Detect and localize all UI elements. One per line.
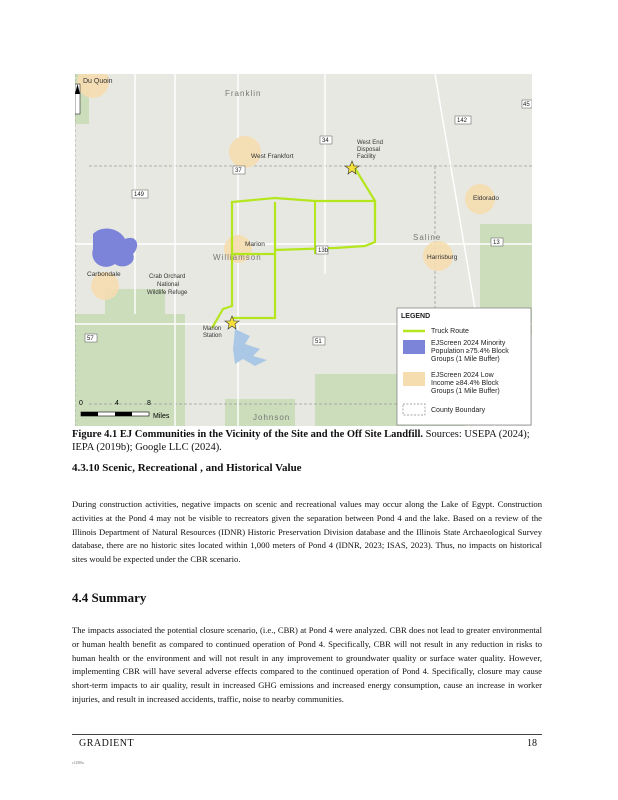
footer-divider xyxy=(72,734,542,735)
section-4-3-10-heading: 4.3.10 Scenic, Recreational , and Historical Value xyxy=(72,462,302,474)
place-harrisburg: Harrisburg xyxy=(427,254,458,261)
ej-communities-map xyxy=(75,74,532,426)
legend-county-swatch xyxy=(403,404,425,415)
page-number: 18 xyxy=(527,738,537,749)
map-legend xyxy=(397,308,531,425)
place-west-end-2: Disposal xyxy=(357,147,381,153)
place-franklin: Franklin xyxy=(225,89,262,98)
route-34: 34 xyxy=(322,138,329,144)
legend-low-income-1: EJScreen 2024 Low xyxy=(431,372,494,379)
legend-low-income-2: Income ≥84.4% Block xyxy=(431,380,499,387)
place-marion-station-2: Station xyxy=(203,333,222,339)
legend-title: LEGEND xyxy=(401,313,431,320)
place-marion-station-1: Marion xyxy=(203,326,222,332)
place-du-quoin: Du Quoin xyxy=(83,78,113,85)
legend-low-income-swatch xyxy=(403,372,425,386)
caption-sources: Sources: USEPA (2024); IEPA (2019b); Google LLC (2024). xyxy=(72,429,530,453)
legend-low-income-3: Groups (1 Mile Buffer) xyxy=(431,388,500,395)
legend-minority-2: Population ≥75.4% Block xyxy=(431,348,509,355)
route-45: 45 xyxy=(523,102,530,108)
figure-caption xyxy=(72,428,542,454)
legend-minority-1: EJScreen 2024 Minority xyxy=(431,340,506,347)
place-west-frankfort: West Frankfort xyxy=(251,153,294,160)
route-57: 57 xyxy=(87,336,94,342)
route-13: 13 xyxy=(493,240,500,246)
place-west-end-1: West End xyxy=(357,140,383,146)
scale-tick-0: 0 xyxy=(79,400,83,407)
caption-label: Figure 4.1 EJ Communities in the Vicinity of the Site and the Off Site Landfill. xyxy=(72,429,423,440)
document-code: r12B0a xyxy=(72,760,84,765)
place-west-end-3: Facility xyxy=(357,154,376,160)
place-saline: Saline xyxy=(413,233,442,242)
route-13b: 13b xyxy=(318,248,329,254)
place-crab-orchard-2: National xyxy=(157,282,180,288)
place-carbondale: Carbondale xyxy=(87,271,121,278)
place-marion: Marion xyxy=(245,241,265,248)
place-crab-orchard-1: Crab Orchard xyxy=(149,274,186,280)
legend-county-label: County Boundary xyxy=(431,407,486,414)
place-williamson: Williamson xyxy=(213,253,262,262)
place-crab-orchard-3: Wildlife Refuge xyxy=(147,290,188,296)
route-142: 142 xyxy=(457,118,468,124)
legend-minority-swatch xyxy=(403,340,425,354)
legend-minority-3: Groups (1 Mile Buffer) xyxy=(431,356,500,363)
scale-unit: Miles xyxy=(153,413,170,420)
section-4-4-heading: 4.4 Summary xyxy=(72,590,147,605)
north-arrow-icon xyxy=(75,84,80,114)
place-johnson: Johnson xyxy=(253,413,291,422)
route-149: 149 xyxy=(134,192,145,198)
route-37: 37 xyxy=(235,168,242,174)
section-4-3-10-body: During construction activities, negative impacts on scenic and recreational values may occur along the Lake of Egypt. Construction activities at the Pond 4 may not be visible to recreators given the separation between Pond 4 and the lake. Based on a review of the Illinois Department of Natural Resources (IDNR) Historic Preservation Division database and the Illinois State Archaeological Survey database, there are no historic sites located within 1,000 meters of Pond 4 (IDNR, 2023; ISAS, 2023). Thus, no impacts on historical sites would be expected under the CBR scenario. xyxy=(72,499,542,565)
footer-brand: GRADIENT xyxy=(79,738,135,749)
place-eldorado: Eldorado xyxy=(473,195,500,202)
route-51: 51 xyxy=(315,339,322,345)
scale-tick-8: 8 xyxy=(147,400,151,407)
scale-tick-4: 4 xyxy=(115,400,119,407)
legend-truck-route-label: Truck Route xyxy=(431,328,469,335)
section-4-4-body: The impacts associated the potential closure scenario, (i.e., CBR) at Pond 4 were analyzed. CBR does not lead to greater environmental or human health benefit as compared to continued operation of Pond 4. Specifically, CBR will not result in any reduction in risks to human health or the environment and will not result in any improvement to groundwater quality or surface water quality. However, implementing CBR will have several adverse effects compared to the continued operation of Pond 4. Specifically, closure may cause short-term impacts to air quality, result in increased GHG emissions and increased energy consumption, cause an increase in worker injuries, and result in increased accidents, traffic, noise to nearby communities. xyxy=(72,625,542,704)
